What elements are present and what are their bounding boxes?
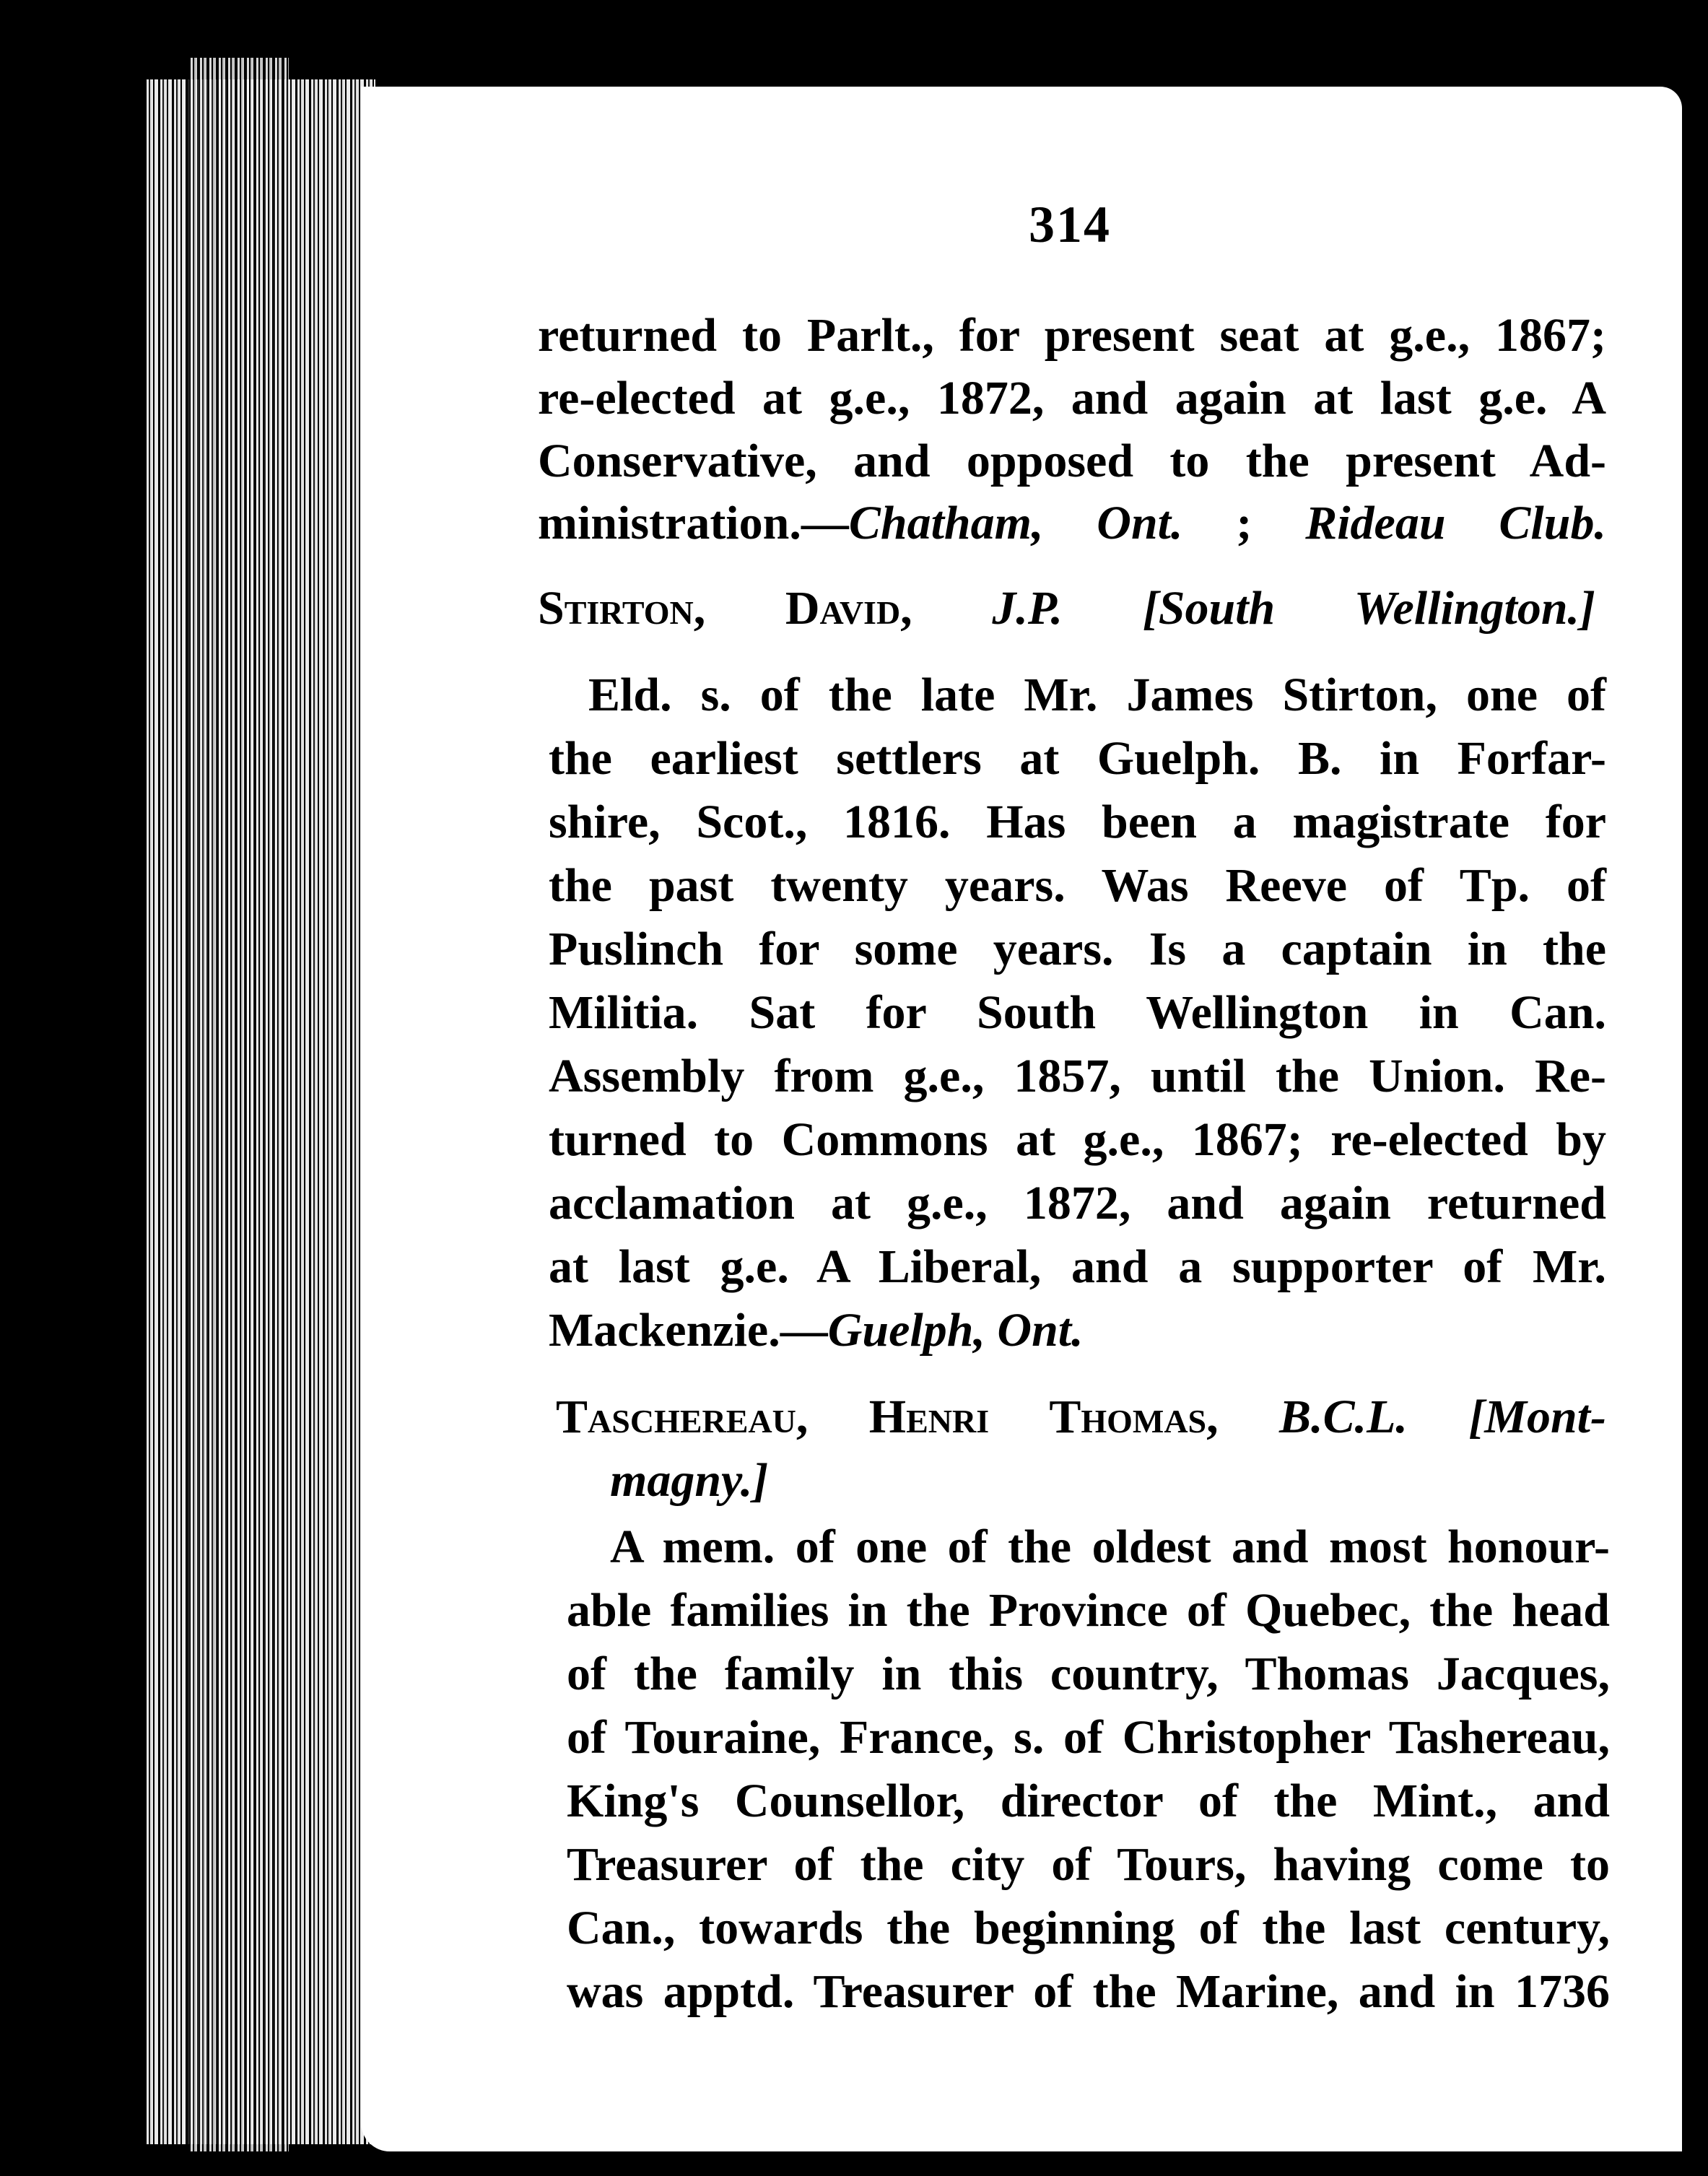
entry2-title: J.P. bbox=[992, 582, 1063, 635]
entry3-title: B.C.L. bbox=[1279, 1391, 1408, 1443]
entry2-last-text: Mackenzie.— bbox=[549, 1304, 828, 1357]
entry2-line-8: turned to Commons at g.e., 1867; re-elected by bbox=[549, 1113, 1606, 1166]
entry2-line-6: Militia. Sat for South Wellington in Can. bbox=[549, 986, 1606, 1039]
entry1-line-1: returned to Parlt., for present seat at g.e., 1867; bbox=[538, 309, 1606, 362]
entry1-address: Chatham, Ont. bbox=[848, 497, 1183, 549]
entry2-line-1: Eld. s. of the late Mr. James Stirton, one of bbox=[588, 669, 1606, 721]
entry1-line-2: re-elected at g.e., 1872, and again at last g.e. A bbox=[538, 372, 1606, 425]
entry2-address: Guelph, Ont. bbox=[827, 1304, 1084, 1357]
entry3-line-4: of Touraine, France, s. of Christopher Tashereau, bbox=[567, 1711, 1610, 1764]
entry2-line-3: shire, Scot., 1816. Has been a magistrate for bbox=[549, 796, 1606, 848]
page-number: 314 bbox=[1029, 196, 1111, 253]
entry2-line-4: the past twenty years. Was Reeve of Tp. of bbox=[549, 859, 1606, 912]
entry3-constituency-a: [Mont- bbox=[1468, 1391, 1606, 1443]
entry2-line-2: the earliest settlers at Guelph. B. in Forfar- bbox=[549, 732, 1606, 785]
entry2-line-7: Assembly from g.e., 1857, until the Union. Re- bbox=[549, 1050, 1606, 1102]
entry1-line-4-text: ministration.— bbox=[538, 497, 849, 549]
entry3-line-7: Can., towards the beginning of the last century, bbox=[567, 1902, 1610, 1954]
entry2-line-10: at last g.e. A Liberal, and a supporter of Mr. bbox=[549, 1240, 1606, 1293]
entry1-line-4 bbox=[538, 497, 1606, 549]
scan-border-right bbox=[1682, 0, 1708, 2176]
entry3-line-3: of the family in this country, Thomas Jacques, bbox=[567, 1648, 1610, 1700]
entry3-line-1: A mem. of one of the oldest and most honour- bbox=[610, 1520, 1610, 1573]
entry1-line-3: Conservative, and opposed to the present Ad- bbox=[538, 435, 1606, 487]
entry2-line-9: acclamation at g.e., 1872, and again returned bbox=[549, 1177, 1606, 1230]
entry2-constituency: [South Wellington.] bbox=[1142, 582, 1596, 635]
entry3-heading-cont bbox=[610, 1454, 769, 1507]
book-page-edges-inner bbox=[188, 58, 289, 2151]
entry3-constituency-b: magny.] bbox=[610, 1454, 769, 1507]
entry2-heading bbox=[538, 582, 1596, 635]
entry2-line-11 bbox=[549, 1304, 1084, 1357]
entry3-line-8: was apptd. Treasurer of the Marine, and in 1736 bbox=[567, 1965, 1610, 2018]
entry3-name: Taschereau, Henri Thomas, bbox=[556, 1391, 1219, 1443]
entry3-line-2: able families in the Province of Quebec, the head bbox=[567, 1584, 1610, 1637]
entry1-separator: ; bbox=[1182, 497, 1306, 549]
entry3-line-6: Treasurer of the city of Tours, having come to bbox=[567, 1838, 1610, 1891]
entry2-name: Stirton, David, bbox=[538, 582, 912, 635]
entry3-heading bbox=[556, 1393, 1606, 1441]
entry2-line-5: Puslinch for some years. Is a captain in the bbox=[549, 923, 1606, 975]
entry3-line-5: King's Counsellor, director of the Mint., and bbox=[567, 1775, 1610, 1827]
entry1-club: Rideau Club. bbox=[1305, 497, 1606, 549]
